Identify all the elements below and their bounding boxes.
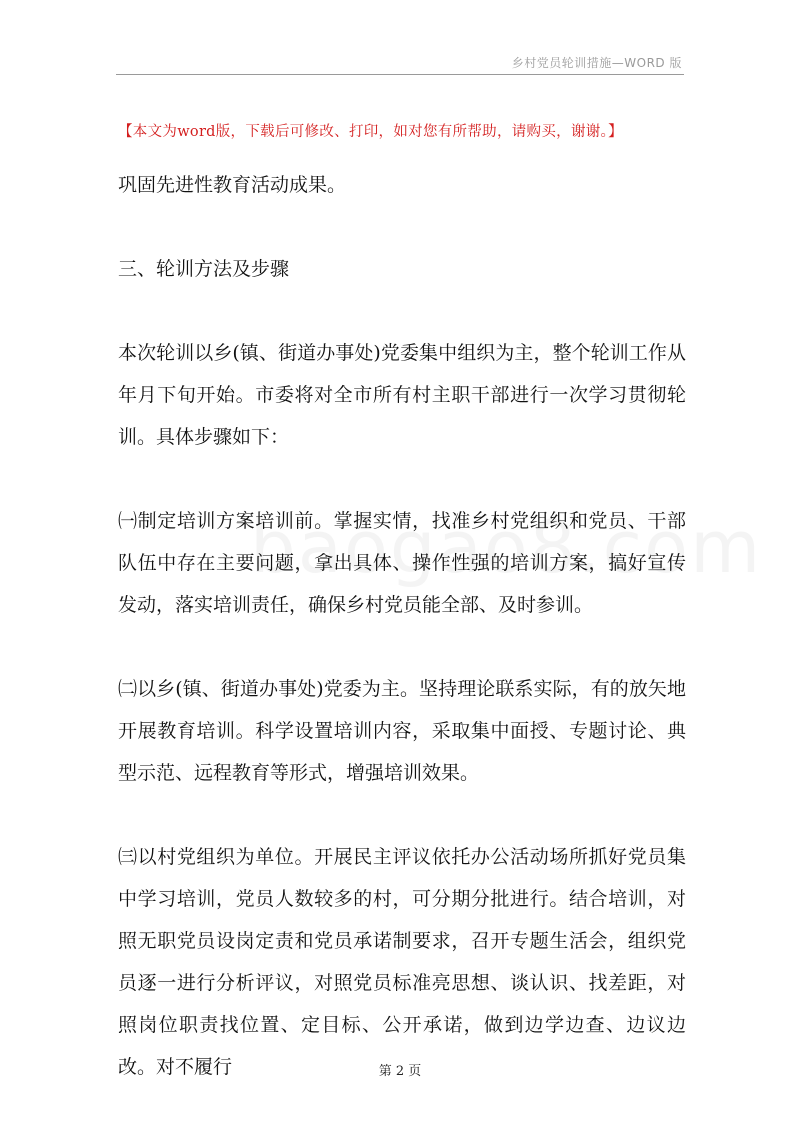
section-heading: 三、轮训方法及步骤	[118, 258, 290, 280]
document-body	[118, 164, 686, 1130]
purchase-notice: 【本文为word版，下载后可修改、打印，如对您有所帮助，请购买，谢谢。】	[118, 124, 623, 140]
header-divider	[116, 74, 684, 75]
paragraph-4: ㈡以乡(镇、街道办事处)党委为主。坚持理论联系实际，有的放矢地开展教育培训。科学设置培训内容，采取集中面授、专题讨论、典型示范、远程教育等形式，增强培训效果。	[118, 678, 686, 784]
header-title: 乡村党员轮训措施—WORD 版	[511, 56, 682, 70]
page-number: 第 2 页	[378, 1064, 422, 1079]
paragraph-5: ㈢以村党组织为单位。开展民主评议依托办公活动场所抓好党员集中学习培训，党员人数较多的村，可分期分批进行。结合培训，对照无职党员设岗定责和党员承诺制要求，召开专题生活会，组织党员逐一进行分析评议，对照党员标准亮思想、谈认识、找差距，对照岗位职责找位置、定目标、公开承诺，做到边学边查、边议边改。对不履行	[118, 846, 686, 1078]
paragraph-1: 巩固先进性教育活动成果。	[118, 174, 347, 196]
paragraph-2: 本次轮训以乡(镇、街道办事处)党委集中组织为主，整个轮训工作从年月下旬开始。市委将对全市所有村主职干部进行一次学习贯彻轮训。具体步骤如下：	[118, 342, 686, 448]
paragraph-3: ㈠制定培训方案培训前。掌握实情，找准乡村党组织和党员、干部队伍中存在主要问题，拿出具体、操作性强的培训方案，搞好宣传发动，落实培训责任，确保乡村党员能全部、及时参训。	[118, 510, 686, 616]
